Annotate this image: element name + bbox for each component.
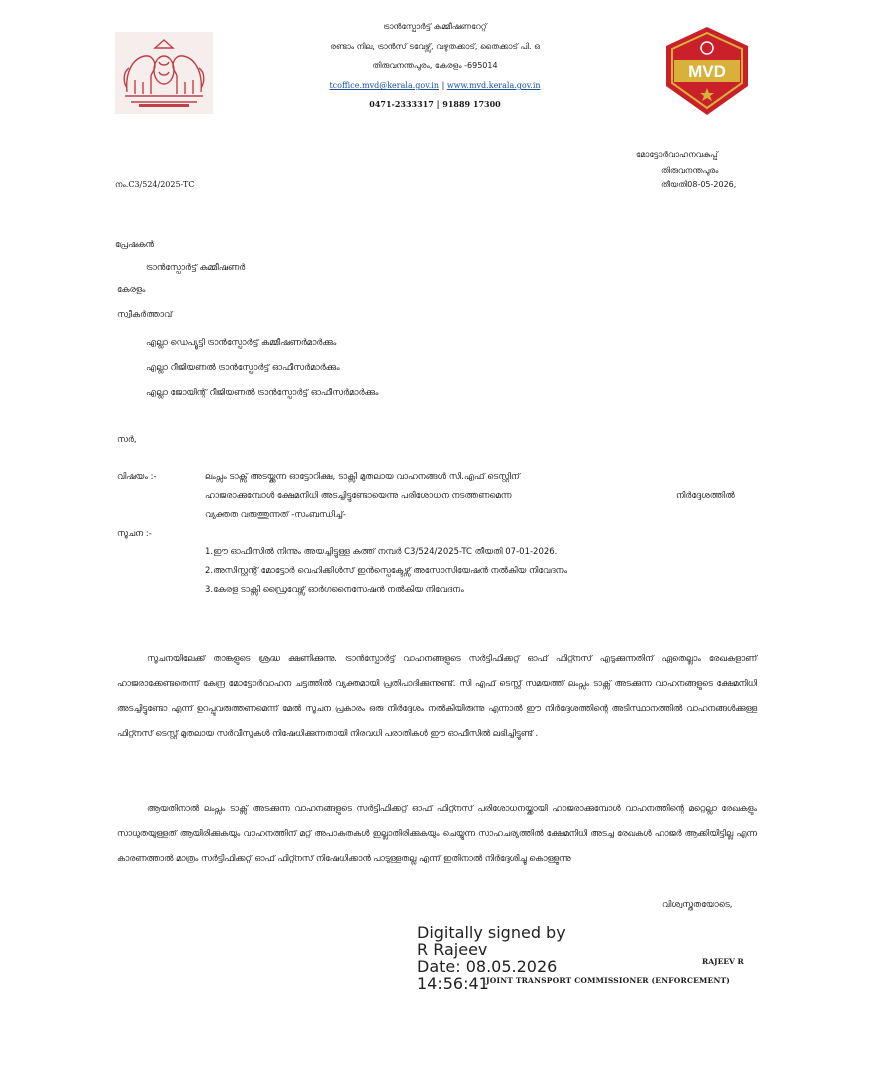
subject-line-2: ഹാജരാക്കുമ്പോൾ ക്ഷേമനിധി അടച്ചിട്ടുണ്ടോയെന്നു പരിശോധന നടത്തണമെന്ന	[205, 491, 512, 501]
email-link[interactable]: tcoffice.mvd@kerala.gov.in	[329, 81, 440, 90]
link-separator: |	[441, 81, 445, 90]
website-link[interactable]: www.mvd.kerala.gov.in	[446, 81, 541, 90]
contact-links	[250, 81, 620, 90]
digital-signature-date: Date: 08.05.2026	[417, 957, 558, 976]
digital-signature-line-1: Digitally signed by	[417, 923, 566, 942]
closing: വിശ്വസ്തതയോടെ,	[662, 900, 733, 910]
subject-line-1: ലംപ്സം ടാക്സ് അടയ്ക്കുന്ന ഓട്ടോറിക്ഷ, ടാക്സി മുതലായ വാഹനങ്ങൾ സി.എഫ് ടെസ്റ്റിന്	[205, 472, 520, 482]
to-label: സ്വീകർത്താവ്	[117, 310, 173, 320]
body-paragraph-1: സൂചനയിലേക്ക് താങ്കളുടെ ശ്രദ്ധ ക്ഷണിക്കുന്നു. ട്രാൻസ്പോർട്ട് വാഹനങ്ങളുടെ സർട്ടിഫിക്കറ്റ് ഓഫ് ഫിറ്റ്നസ് എടുക്കുന്നതിന് ഏതെല്ലാം രേഖകളാണ് ഹാജരാക്കേണ്ടതെന്ന് കേന്ദ്ര മോട്ടോർവാഹന ചട്ടത്തിൽ വ്യക്തമായി പ്രതിപാദിക്കുന്നുണ്ട്. സി എഫ് ടെസ്റ്റ് സമയത്ത് ലംപ്സം ടാക്സ് അടക്കുന്ന വാഹനങ്ങളുടെ ക്ഷേമനിധി അടച്ചിട്ടുണ്ടോ എന്ന് ഉറപ്പുവരുത്തണമെന്ന് മേൽ സൂചന പ്രകാരം ഒരു നിർദ്ദേശം നൽകിയിരുന്നു എന്നാൽ ഈ നിർദ്ദേശത്തിന്റെ അടിസ്ഥാനത്തിൽ വാഹനങ്ങൾക്കുള്ള ഫിറ്റ്നസ് ടെസ്റ്റ് മുതലായ സർവീസുകൾ നിഷേധിക്കുന്നതായി നിരവധി പരാതികൾ ഈ ഓഫീസിൽ ലഭിച്ചിട്ടുണ്ട് .	[117, 653, 757, 738]
recipient-1: എല്ലാ ഡെപ്യൂട്ടി ട്രാൻസ്പോർട്ട് കമ്മീഷണർമാർക്കും	[146, 338, 337, 348]
reference-label: സൂചന :-	[117, 529, 152, 539]
office-name: ട്രാൻസ്പോർട്ട് കമ്മീഷണറേറ്റ്	[383, 22, 487, 31]
signatory-name: RAJEEV R	[702, 957, 744, 966]
reference-item-2: 2.അസിസ്റ്റന്റ് മോട്ടോർ വെഹിക്കിൾസ് ഇൻസ്പെക്ടേഴ്സ് അസോസിയേഷൻ നൽകിയ നിവേദനം	[205, 566, 568, 576]
salutation: സർ,	[117, 435, 137, 445]
file-number: നം.C3/524/2025-TC	[115, 180, 195, 189]
digital-signature-block	[417, 924, 566, 992]
subject-label: വിഷയം :-	[117, 472, 157, 482]
reference-item-3: 3.കേരള ടാക്സി ഡ്രൈവേഴ്സ് ഓർഗനൈസേഷൻ നൽകിയ നിവേദനം	[205, 585, 464, 595]
from-label: പ്രേഷകൻ	[115, 240, 155, 250]
phone-numbers: 0471-2333317 | 91889 17300	[369, 99, 501, 109]
from-place: കേരളം	[117, 285, 146, 295]
subject-line-2-end: നിർദ്ദേശത്തിൽ	[676, 491, 735, 501]
department-place: തിരുവനന്തപുരം	[661, 166, 719, 175]
letter-date: തീയതി08-05-2026,	[661, 180, 737, 189]
reference-item-1: 1.ഈ ഓഫീസിൽ നിന്നും അയച്ചിട്ടുള്ള കത്ത് നമ്പർ C3/524/2025-TC തീയതി 07-01-2026.	[205, 547, 558, 557]
digital-signature-line-2: R Rajeev	[417, 940, 488, 959]
office-address-line1: രണ്ടാം നില, ട്രാൻസ് ടവേഴ്സ്, വഴുതക്കാട്, തൈക്കാട് പി. ഒ	[330, 42, 540, 51]
mvd-logo	[660, 24, 754, 118]
subject-line-3: വ്യക്തത വരുത്തുന്നത് -സംബന്ധിച്ച്-	[205, 510, 346, 520]
office-address-line2: തിരുവനന്തപുരം, കേരളം -695014	[372, 61, 498, 70]
kerala-emblem	[115, 32, 213, 114]
from-name: ട്രാൻസ്പോർട്ട് കമ്മീഷണർ	[146, 263, 246, 273]
department-name: മോട്ടോർവാഹനവകുപ്പ്	[636, 150, 718, 159]
body-paragraph-2: ആയതിനാൽ ലംപ്സം ടാക്സ് അടക്കുന്ന വാഹനങ്ങളുടെ സർട്ടിഫിക്കറ്റ് ഓഫ് ഫിറ്റ്നസ് പരിശോധനയ്ക്കായി ഹാജരാക്കുമ്പോൾ വാഹനത്തിന്റെ മറ്റെല്ലാ രേഖകളും സാധുതയുള്ളത് ആയിരിക്കുകയും വാഹനത്തിന് മറ്റ് അപാകതകൾ ഇല്ലാതിരിക്കുകയും ചെയ്യുന്ന സാഹചര്യത്തിൽ ക്ഷേമനിധി അടച്ച രേഖകൾ ഹാജർ ആക്കിയിട്ടില്ല എന്ന കാരണത്താൽ മാത്രം സർട്ടിഫിക്കറ്റ് ഓഫ് ഫിറ്റ്നസ് നിഷേധിക്കാൻ പാടുള്ളതല്ല എന്ന് ഇതിനാൽ നിർദ്ദേശിച്ചു കൊള്ളുന്നു	[117, 803, 757, 863]
signatory-title: JOINT TRANSPORT COMMISSIONER (ENFORCEMENT)	[486, 976, 731, 985]
recipient-2: എല്ലാ റീജിയണൽ ട്രാൻസ്പോർട്ട് ഓഫീസർമാർക്കും	[146, 363, 340, 373]
digital-signature-time: 14:56:41	[417, 974, 489, 993]
mvd-logo-text: MVD	[688, 62, 726, 81]
recipient-3: എല്ലാ ജോയിന്റ് റീജിയണൽ ട്രാൻസ്പോർട്ട് ഓഫീസർമാർക്കും	[146, 388, 379, 398]
